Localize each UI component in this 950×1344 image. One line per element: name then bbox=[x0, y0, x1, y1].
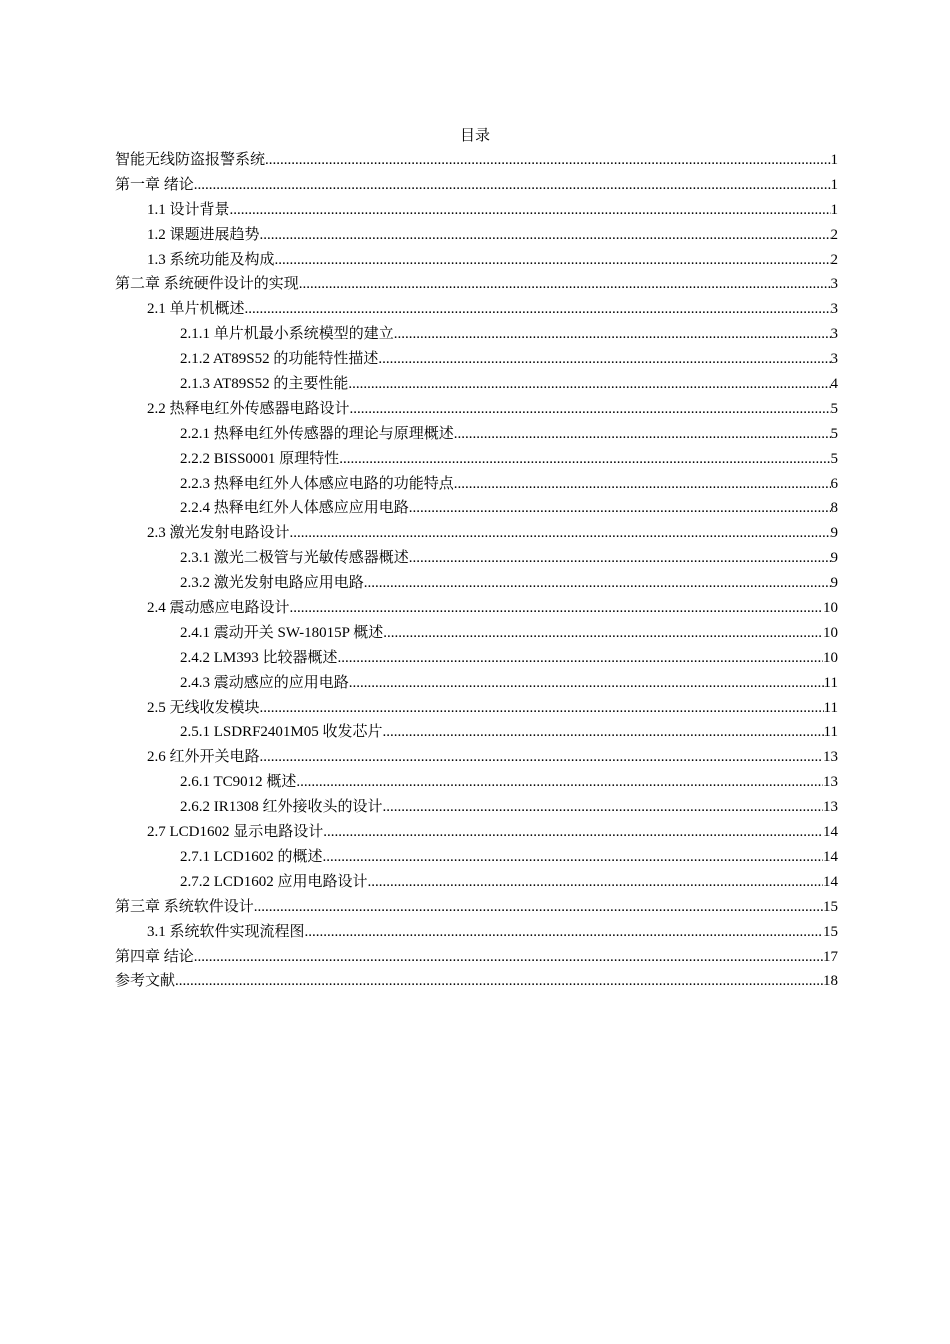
toc-dot-leader bbox=[194, 173, 831, 198]
toc-entry-page-number: 14 bbox=[823, 848, 838, 865]
toc-dot-leader bbox=[348, 372, 830, 397]
toc-dot-leader bbox=[378, 347, 830, 372]
toc-entry[interactable] bbox=[115, 820, 838, 845]
toc-dot-leader bbox=[260, 223, 831, 248]
toc-entry[interactable] bbox=[115, 596, 838, 621]
toc-entry[interactable] bbox=[115, 472, 838, 497]
toc-entry[interactable] bbox=[115, 447, 838, 472]
toc-entry[interactable] bbox=[115, 347, 838, 372]
toc-entry-page-number: 9 bbox=[830, 550, 838, 567]
toc-entry[interactable] bbox=[115, 322, 838, 347]
toc-entry-page-number: 6 bbox=[830, 475, 838, 492]
toc-dot-leader bbox=[323, 820, 823, 845]
toc-dot-leader bbox=[409, 496, 831, 521]
toc-entry-label: 2.2.3 热释电红外人体感应电路的功能特点 bbox=[180, 475, 454, 492]
toc-entry[interactable] bbox=[115, 845, 838, 870]
toc-entry-label: 2.4.3 震动感应的应用电路 bbox=[180, 674, 349, 691]
toc-entry[interactable] bbox=[115, 397, 838, 422]
toc-entry-page-number: 13 bbox=[823, 799, 838, 816]
toc-entry[interactable] bbox=[115, 496, 838, 521]
toc-entry[interactable] bbox=[115, 223, 838, 248]
toc-entry-page-number: 3 bbox=[830, 301, 838, 318]
toc-entry-page-number: 18 bbox=[823, 973, 838, 990]
toc-entry-page-number: 15 bbox=[823, 898, 838, 915]
toc-entry[interactable] bbox=[115, 521, 838, 546]
toc-entry-page-number: 14 bbox=[823, 824, 838, 841]
toc-entry-page-number: 11 bbox=[823, 699, 838, 716]
toc-dot-leader bbox=[454, 472, 831, 497]
toc-entry-page-number: 3 bbox=[830, 276, 838, 293]
toc-entry-label: 2.6.1 TC9012 概述 bbox=[180, 774, 297, 791]
toc-dot-leader bbox=[383, 720, 824, 745]
toc-entry-label: 第三章 系统软件设计 bbox=[115, 898, 254, 915]
toc-entry[interactable] bbox=[115, 372, 838, 397]
toc-entry-label: 2.1.3 AT89S52 的主要性能 bbox=[180, 376, 349, 393]
toc-entry-page-number: 10 bbox=[823, 649, 838, 666]
toc-entry[interactable] bbox=[115, 720, 838, 745]
toc-entry-page-number: 4 bbox=[830, 376, 838, 393]
toc-entry-label: 2.7 LCD1602 显示电路设计 bbox=[147, 824, 324, 841]
toc-entry-page-number: 11 bbox=[823, 724, 838, 741]
toc-entry-page-number: 5 bbox=[830, 400, 838, 417]
toc-entry[interactable] bbox=[115, 173, 838, 198]
toc-entry-label: 2.6 红外开关电路 bbox=[147, 749, 260, 766]
toc-entry-page-number: 10 bbox=[823, 600, 838, 617]
toc-entry-label: 2.3.1 激光二极管与光敏传感器概述 bbox=[180, 550, 409, 567]
toc-dot-leader bbox=[364, 571, 831, 596]
toc-entry-label: 2.6.2 IR1308 红外接收头的设计 bbox=[180, 799, 383, 816]
toc-entry-page-number: 9 bbox=[830, 525, 838, 542]
toc-dot-leader bbox=[383, 621, 823, 646]
toc-entry-label: 1.3 系统功能及构成 bbox=[147, 251, 275, 268]
toc-entry-label: 第二章 系统硬件设计的实现 bbox=[115, 276, 299, 293]
toc-entry-page-number: 10 bbox=[823, 624, 838, 641]
toc-dot-leader bbox=[350, 397, 831, 422]
toc-entry-page-number: 13 bbox=[823, 749, 838, 766]
toc-entry-label: 3.1 系统软件实现流程图 bbox=[147, 923, 305, 940]
toc-dot-leader bbox=[338, 646, 823, 671]
toc-entry-label: 2.2 热释电红外传感器电路设计 bbox=[147, 400, 350, 417]
toc-entry-page-number: 8 bbox=[830, 500, 838, 517]
toc-entry[interactable] bbox=[115, 895, 838, 920]
toc-entry-label: 2.7.2 LCD1602 应用电路设计 bbox=[180, 873, 368, 890]
toc-entry-label: 2.4 震动感应电路设计 bbox=[147, 600, 290, 617]
toc-entry-label: 2.1 单片机概述 bbox=[147, 301, 245, 318]
toc-entry-page-number: 2 bbox=[830, 251, 838, 268]
toc-entry-label: 2.3.2 激光发射电路应用电路 bbox=[180, 575, 364, 592]
toc-entry-page-number: 3 bbox=[830, 351, 838, 368]
toc-entry-label: 2.1.2 AT89S52 的功能特性描述 bbox=[180, 351, 379, 368]
toc-dot-leader bbox=[194, 945, 823, 970]
toc-entry-page-number: 1 bbox=[830, 176, 838, 193]
toc-entry-label: 第一章 绪论 bbox=[115, 176, 194, 193]
toc-dot-leader bbox=[394, 322, 831, 347]
toc-dot-leader bbox=[245, 297, 831, 322]
toc-entry-page-number: 13 bbox=[823, 774, 838, 791]
toc-dot-leader bbox=[323, 845, 823, 870]
toc-entry[interactable] bbox=[115, 248, 838, 273]
toc-dot-leader bbox=[383, 795, 823, 820]
toc-dot-leader bbox=[290, 521, 831, 546]
toc-entry-label: 2.5 无线收发模块 bbox=[147, 699, 260, 716]
toc-entry-label: 2.2.4 热释电红外人体感应应用电路 bbox=[180, 500, 409, 517]
toc-entry-label: 第四章 结论 bbox=[115, 948, 194, 965]
toc-entry-label: 2.4.1 震动开关 SW-18015P 概述 bbox=[180, 624, 384, 641]
toc-entry[interactable] bbox=[115, 920, 838, 945]
toc-entry-page-number: 1 bbox=[830, 201, 838, 218]
toc-entry[interactable] bbox=[115, 546, 838, 571]
toc-dot-leader bbox=[290, 596, 823, 621]
toc-entry-label: 2.4.2 LM393 比较器概述 bbox=[180, 649, 338, 666]
toc-entry-label: 智能无线防盗报警系统 bbox=[115, 152, 266, 168]
toc-entry[interactable] bbox=[115, 621, 838, 646]
toc-entry[interactable] bbox=[115, 646, 838, 671]
toc-entry-label: 1.1 设计背景 bbox=[147, 201, 230, 218]
toc-entry-page-number: 5 bbox=[830, 450, 838, 467]
toc-entry-page-number: 9 bbox=[830, 575, 838, 592]
toc-entry[interactable] bbox=[115, 422, 838, 447]
toc-entry-label: 1.2 课题进展趋势 bbox=[147, 226, 260, 243]
toc-dot-leader bbox=[409, 546, 831, 571]
toc-entry-label: 2.1.1 单片机最小系统模型的建立 bbox=[180, 326, 394, 343]
toc-entry[interactable] bbox=[115, 297, 838, 322]
toc-entry[interactable] bbox=[115, 272, 838, 297]
toc-dot-leader bbox=[260, 745, 823, 770]
toc-title: 目录 bbox=[459, 128, 490, 144]
toc-entry-page-number: 14 bbox=[823, 873, 838, 890]
toc-entry[interactable] bbox=[115, 969, 838, 994]
toc-entry[interactable] bbox=[115, 870, 838, 895]
toc-entry[interactable] bbox=[115, 571, 838, 596]
toc-entry[interactable] bbox=[115, 148, 838, 173]
toc-entry[interactable] bbox=[115, 795, 838, 820]
toc-dot-leader bbox=[230, 198, 831, 223]
toc-entry[interactable] bbox=[115, 745, 838, 770]
toc-entry[interactable] bbox=[115, 198, 838, 223]
toc-entry-page-number: 1 bbox=[830, 152, 838, 168]
toc-dot-leader bbox=[265, 148, 830, 173]
toc-entry[interactable] bbox=[115, 770, 838, 795]
toc-dot-leader bbox=[254, 895, 823, 920]
toc-entry-page-number: 11 bbox=[823, 674, 838, 691]
toc-entry[interactable] bbox=[115, 696, 838, 721]
toc-entry-label: 2.3 激光发射电路设计 bbox=[147, 525, 290, 542]
toc-dot-leader bbox=[175, 969, 823, 994]
toc-dot-leader bbox=[260, 696, 824, 721]
toc-dot-leader bbox=[349, 671, 824, 696]
toc-entry-label: 2.5.1 LSDRF2401M05 收发芯片 bbox=[180, 724, 383, 741]
toc-entry-label: 参考文献 bbox=[115, 973, 176, 990]
toc-dot-leader bbox=[339, 447, 830, 472]
toc-entry[interactable] bbox=[115, 671, 838, 696]
toc-dot-leader bbox=[296, 770, 823, 795]
toc-entry[interactable] bbox=[115, 945, 838, 970]
toc-dot-leader bbox=[299, 272, 831, 297]
toc-dot-leader bbox=[454, 422, 831, 447]
toc-entry-label: 2.2.1 热释电红外传感器的理论与原理概述 bbox=[180, 425, 454, 442]
toc-entry-page-number: 15 bbox=[823, 923, 838, 940]
toc-dot-leader bbox=[305, 920, 823, 945]
toc-dot-leader bbox=[368, 870, 823, 895]
toc-entry-page-number: 17 bbox=[823, 948, 838, 965]
toc-dot-leader bbox=[275, 248, 831, 273]
toc-entry-page-number: 5 bbox=[830, 425, 838, 442]
toc-entry-label: 2.2.2 BISS0001 原理特性 bbox=[180, 450, 340, 467]
toc-entry-label: 2.7.1 LCD1602 的概述 bbox=[180, 848, 323, 865]
toc-list bbox=[115, 148, 838, 994]
toc-entry-page-number: 3 bbox=[830, 326, 838, 343]
toc-entry-page-number: 2 bbox=[830, 226, 838, 243]
